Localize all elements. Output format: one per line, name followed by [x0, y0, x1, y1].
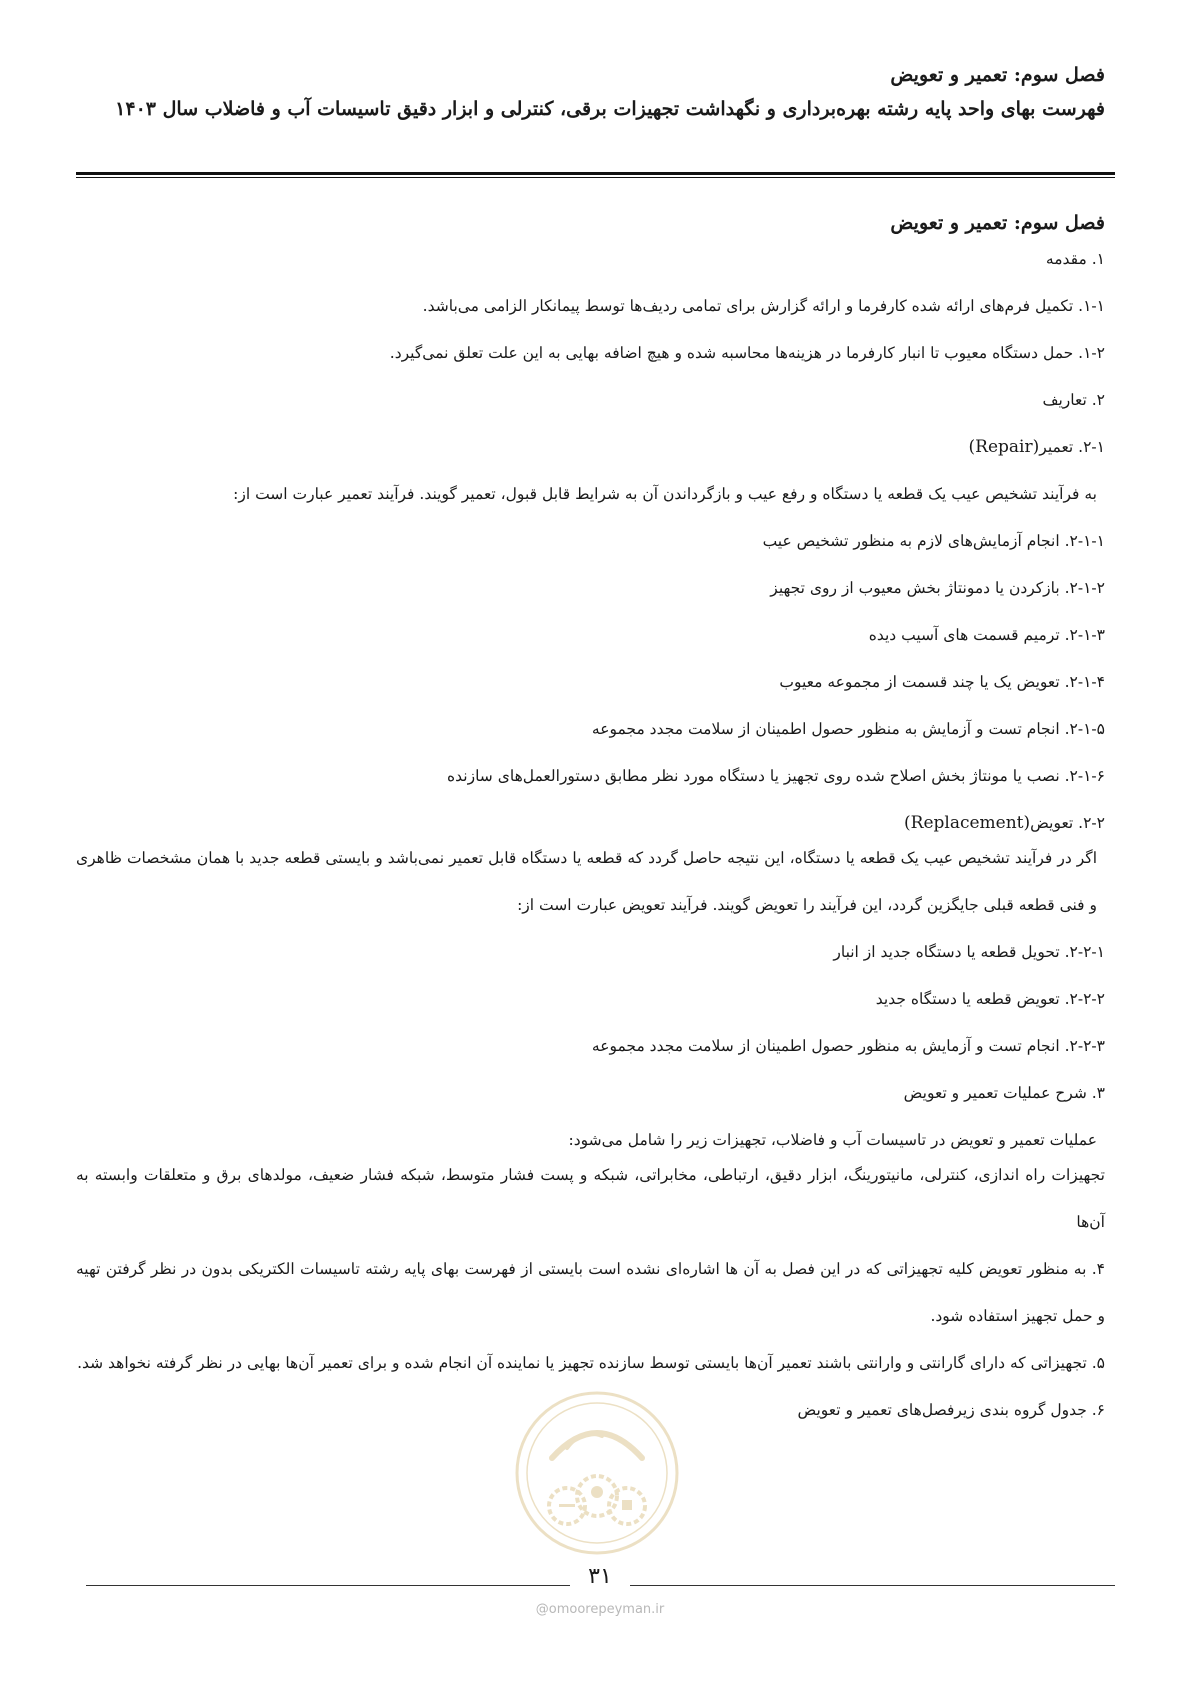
repair-heading-prefix: ۲-۱. تعمیر [1039, 438, 1105, 456]
item-4: ۴. به منظور تعویض کلیه تجهیزاتی که در این فصل به آن ها اشاره‌ای نشده است بایستی از فهرست بهای پایه رشته تاسیسات الکتریکی بدون در نظر گرفتن تهیه و حمل تجهیز استفاده شود. [76, 1260, 1105, 1325]
repair-step: ۲-۱-۶. نصب یا مونتاژ بخش اصلاح شده روی تجهیز یا دستگاه مورد نظر مطابق دستورالعمل‌های سازنده [447, 767, 1105, 785]
replacement-step: ۲-۲-۲. تعویض قطعه یا دستگاه جدید [875, 990, 1105, 1008]
repair-description: به فرآیند تشخیص عیب یک قطعه یا دستگاه و رفع عیب و بازگرداندن آن به شرایط قابل قبول، تعمیر گویند. فرآیند تعمیر عبارت است از: [233, 485, 1097, 503]
replacement-step: ۲-۲-۳. انجام تست و آزمایش به منظور حصول اطمینان از سلامت مجدد مجموعه [591, 1037, 1105, 1055]
repair-step: ۲-۱-۲. بازکردن یا دمونتاژ بخش معیوب از روی تجهیز [770, 579, 1105, 597]
header-chapter: فصل سوم: تعمیر و تعویض [890, 64, 1105, 86]
page-number: ۳۱ [570, 1562, 630, 1592]
page-header [76, 58, 1105, 126]
item-5: ۵. تجهیزاتی که دارای گارانتی و وارانتی باشند تعمیر آن‌ها بایستی توسط سازنده تجهیز یا نماینده آن انجام شده و برای تعمیر آن‌ها بهایی در نظر گرفته نخواهد شد. [77, 1354, 1105, 1372]
header-title: فهرست بهای واحد پایه رشته بهره‌برداری و نگهداشت تجهیزات برقی، کنترلی و ابزار دقیق تاسیسات آب و فاضلاب سال ۱۴۰۳ [115, 98, 1105, 120]
repair-step: ۲-۱-۱. انجام آزمایش‌های لازم به منظور تشخیص عیب [762, 532, 1105, 550]
footer-website: @omoorepeyman.ir [535, 1602, 665, 1617]
replacement-heading-en: (Replacement) [904, 813, 1031, 833]
replacement-heading-prefix: ۲-۲. تعویض [1030, 814, 1105, 832]
operations-list: تجهیزات راه اندازی، کنترلی، مانیتورینگ، ابزار دقیق، ارتباطی، مخابراتی، شبکه و پست فشار متوسط، شبکه فشار ضعیف، مولدهای برق و متعلقات وابسته به آن‌ها [76, 1166, 1105, 1231]
item-6: ۶. جدول گروه بندی زیرفصل‌های تعمیر و تعویض [797, 1401, 1105, 1419]
repair-step: ۲-۱-۳. ترمیم قسمت های آسیب دیده [868, 626, 1105, 644]
header-divider [76, 172, 1115, 178]
definitions-heading: ۲. تعاریف [1042, 391, 1105, 409]
item-1-2: ۱-۲. حمل دستگاه معیوب تا انبار کارفرما در هزینه‌ها محاسبه شده و هیچ اضافه بهایی به این علت تعلق نمی‌گیرد. [389, 344, 1105, 362]
repair-heading [76, 424, 1105, 471]
repair-heading-en: (Repair) [968, 437, 1040, 457]
section-title: فصل سوم: تعمیر و تعویض [890, 212, 1105, 234]
operations-heading: ۳. شرح عملیات تعمیر و تعویض [903, 1084, 1105, 1102]
replacement-description: اگر در فرآیند تشخیص عیب یک قطعه یا دستگاه، این نتیجه حاصل گردد که قطعه یا دستگاه قابل تعمیر نمی‌باشد و بایستی قطعه جدید با همان مشخصات ظاهری و فنی قطعه قبلی جایگزین گردد، این فرآیند را تعویض گویند. فرآیند تعویض عبارت است از: [76, 849, 1097, 914]
item-1-1: ۱-۱. تکمیل فرم‌های ارائه شده کارفرما و ارائه گزارش برای تمامی ردیف‌ها توسط پیمانکار الزامی می‌باشد. [422, 297, 1105, 315]
page-body [76, 210, 1105, 1434]
operations-intro: عملیات تعمیر و تعویض در تاسیسات آب و فاضلاب، تجهیزات زیر را شامل می‌شود: [568, 1131, 1097, 1149]
watermark-seal-icon [512, 1388, 682, 1558]
repair-step: ۲-۱-۵. انجام تست و آزمایش به منظور حصول اطمینان از سلامت مجدد مجموعه [591, 720, 1105, 738]
repair-step: ۲-۱-۴. تعویض یک یا چند قسمت از مجموعه معیوب [779, 673, 1105, 691]
replacement-step: ۲-۲-۱. تحویل قطعه یا دستگاه جدید از انبار [833, 943, 1105, 961]
intro-heading: ۱. مقدمه [1045, 250, 1105, 268]
